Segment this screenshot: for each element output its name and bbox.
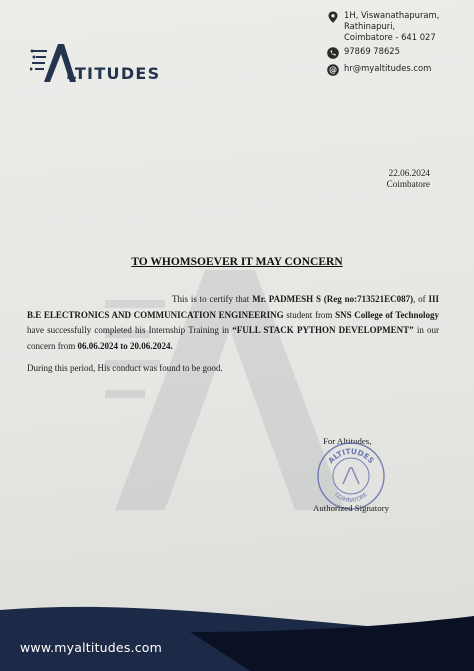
seal-top-text: ALTITUDES xyxy=(326,446,376,466)
date-block xyxy=(387,168,430,190)
authorized-signatory-label: Authorized Signatory xyxy=(313,503,389,513)
p1-of: , of xyxy=(413,294,426,304)
address-row xyxy=(322,10,472,43)
email-row xyxy=(322,63,472,74)
location-pin-icon xyxy=(327,11,339,23)
address-line-2: Rathinapuri, xyxy=(344,21,396,31)
certificate-body xyxy=(27,292,439,377)
address-line-3: Coimbatore - 641 027 xyxy=(344,32,436,42)
issue-place: Coimbatore xyxy=(386,179,430,189)
body-paragraph-1 xyxy=(27,292,439,354)
address-line-1: 1H, Viswanathapuram, xyxy=(344,10,440,20)
p1-concern: in our concern from xyxy=(27,325,439,351)
student-name: Mr. PADMESH S (Reg no:713521EC087) xyxy=(252,294,414,304)
for-company-label: For Altitudes, xyxy=(323,436,372,446)
phone-number: 97869 78625 xyxy=(344,46,400,56)
certificate-title: TO WHOMSOEVER IT MAY CONCERN xyxy=(131,256,343,268)
footer-band xyxy=(0,596,474,671)
college-name: SNS College of Technology xyxy=(335,309,439,320)
body-paragraph-2: During this period, His conduct was found to be good. xyxy=(27,363,223,374)
issue-date: 22.06.2024 xyxy=(388,168,430,178)
seal-bottom-text: COIMBATORE xyxy=(333,491,369,505)
company-seal-stamp xyxy=(315,440,387,512)
phone-row xyxy=(322,46,472,57)
course-name: III B.E ELECTRONICS AND COMMUNICATION ENGINEERING xyxy=(27,294,440,320)
svg-text:ALTITUDES xyxy=(326,447,376,465)
internship-dates: 06.06.2024 to 20.06.2024. xyxy=(77,340,173,351)
at-sign-icon xyxy=(327,64,339,76)
logo-wordmark: LTITUDES xyxy=(66,64,161,83)
p1-intro: This is to certify that xyxy=(172,294,253,304)
footer-website-link[interactable]: www.myaltitudes.com xyxy=(20,640,163,655)
contact-block xyxy=(322,10,472,74)
svg-text:@: @ xyxy=(329,65,337,75)
p1-completed: have successfully completed his Internship Training in xyxy=(27,325,233,336)
email-address[interactable]: hr@myaltitudes.com xyxy=(344,63,432,73)
phone-icon xyxy=(327,47,339,59)
p1-student: student from xyxy=(283,309,336,320)
program-name: “FULL STACK PYTHON DEVELOPMENT” xyxy=(232,325,414,336)
